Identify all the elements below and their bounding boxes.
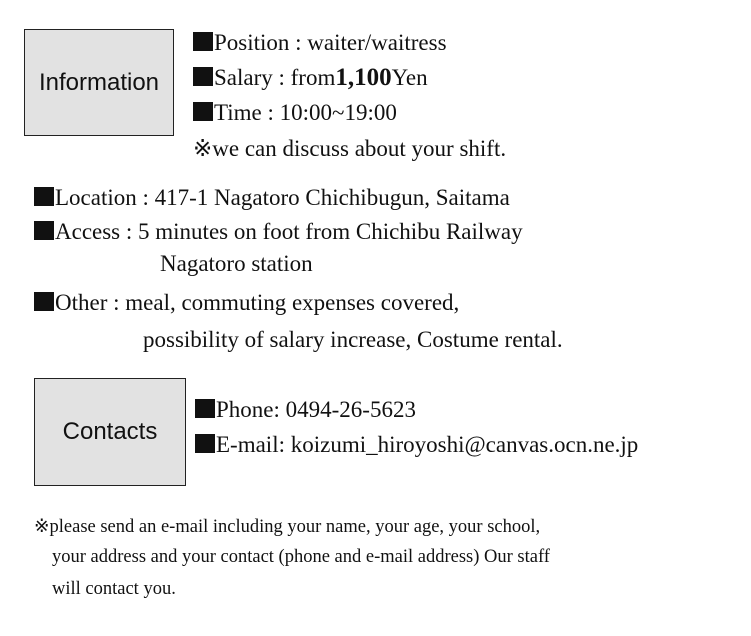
salary-prefix: Salary : from <box>214 65 336 90</box>
footer-note-text-3: will contact you. <box>52 579 176 599</box>
footer-note-line1 <box>34 513 540 541</box>
time-row <box>193 99 397 127</box>
bullet-square-icon <box>195 399 215 418</box>
other-text-line1: Other : meal, commuting expenses covered, <box>55 290 460 315</box>
other-text-line2: possibility of salary increase, Costume rental. <box>143 327 563 352</box>
bullet-square-icon <box>195 434 215 453</box>
other-row <box>34 289 459 317</box>
time-text: Time : 10:00~19:00 <box>214 100 397 125</box>
footer-note-text-1: ※please send an e-mail including your name, your age, your school, <box>34 517 541 537</box>
shift-note <box>193 135 506 163</box>
email-row <box>195 431 638 459</box>
footer-note-line3 <box>52 575 176 603</box>
email-text: E-mail: koizumi_hiroyoshi@canvas.ocn.ne.jp <box>216 432 639 457</box>
access-row-continued <box>160 250 313 278</box>
information-label: Information <box>38 68 160 96</box>
access-text-line2: Nagatoro station <box>160 251 313 276</box>
bullet-square-icon <box>193 102 213 121</box>
bullet-square-icon <box>34 187 54 206</box>
bullet-square-icon <box>34 292 54 311</box>
phone-row <box>195 396 416 424</box>
contacts-label-box <box>34 378 186 486</box>
position-row <box>193 29 447 57</box>
information-label-box <box>24 29 174 136</box>
phone-text: Phone: 0494-26-5623 <box>216 397 416 422</box>
contacts-label: Contacts <box>62 418 158 445</box>
bullet-square-icon <box>193 32 213 51</box>
other-row-continued <box>143 326 563 354</box>
bullet-square-icon <box>34 221 54 240</box>
shift-note-text: ※we can discuss about your shift. <box>193 136 507 161</box>
footer-note-text-2: your address and your contact (phone and e-mail address) Our staff <box>52 547 550 567</box>
bullet-square-icon <box>193 67 213 86</box>
salary-row <box>193 64 428 92</box>
access-text-line1: Access : 5 minutes on foot from Chichibu Railway <box>55 219 523 244</box>
location-row <box>34 184 510 212</box>
footer-note-line2 <box>52 543 550 571</box>
access-row <box>34 218 523 246</box>
location-text: Location : 417-1 Nagatoro Chichibugun, Saitama <box>55 185 510 210</box>
salary-amount: 1,100 <box>335 64 392 91</box>
salary-unit: Yen <box>391 65 428 90</box>
position-text: Position : waiter/waitress <box>214 30 447 55</box>
